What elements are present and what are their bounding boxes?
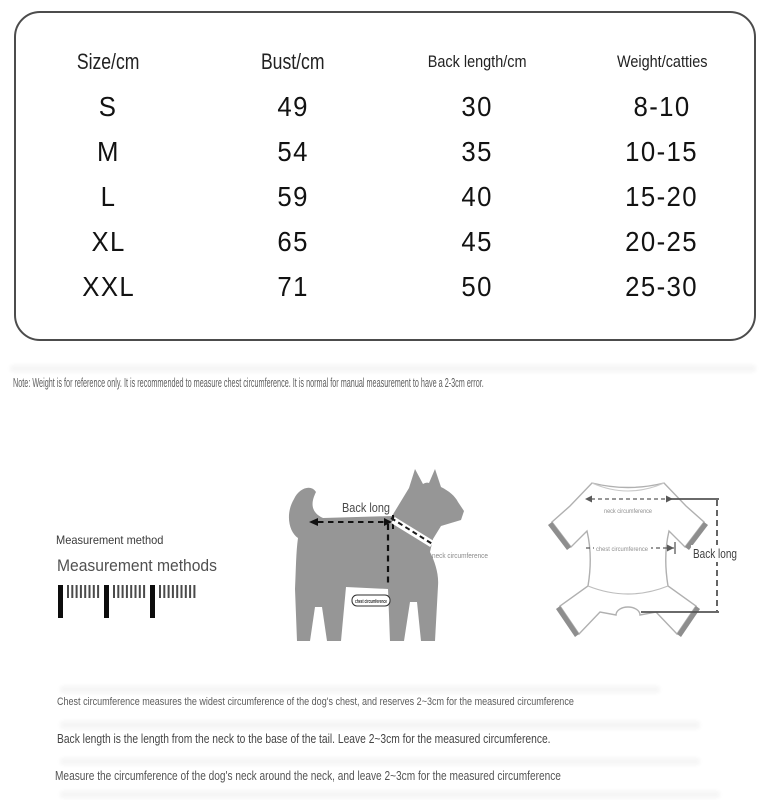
cell-back-s: 30 — [461, 90, 493, 122]
cell-weight-l: 15-20 — [625, 180, 699, 212]
measurement-methods-title: Measurement methods — [57, 556, 217, 575]
column-header-bust: Bust/cm — [260, 48, 325, 74]
dog-measurement-diagram — [282, 438, 538, 670]
cell-size-s: S — [98, 90, 118, 122]
dog-back-long-label: Back long — [342, 500, 390, 515]
cell-back-xxl: 50 — [461, 270, 493, 302]
column-header-size: Size/cm — [76, 48, 140, 74]
garment-back-long-label: Back long — [693, 546, 737, 561]
instruction-neck: Measure the circumference of the dog's neck around the neck, and leave 2~3cm for the measured circumference — [55, 769, 561, 783]
cell-bust-l: 59 — [277, 180, 309, 212]
column-header-back-length: Back length/cm — [427, 51, 527, 71]
cell-bust-xl: 65 — [277, 225, 309, 257]
cell-back-m: 35 — [461, 135, 493, 167]
cell-size-l: L — [100, 180, 117, 212]
column-header-weight: Weight/catties — [616, 51, 707, 71]
ghost-text-artifact — [10, 365, 756, 372]
cell-bust-m: 54 — [277, 135, 309, 167]
cell-size-xxl: XXL — [81, 270, 135, 302]
cell-weight-xl: 20-25 — [625, 225, 699, 257]
dog-chest-circumference-label: chest circumference — [355, 599, 387, 605]
cell-size-xl: XL — [91, 225, 126, 257]
cell-back-l: 40 — [461, 180, 493, 212]
measurement-method-label: Measurement method — [56, 533, 164, 547]
cell-size-m: M — [96, 135, 120, 167]
ghost-text-artifact — [60, 686, 660, 693]
size-table — [16, 39, 754, 309]
ghost-text-artifact — [60, 721, 700, 729]
instruction-back-length: Back length is the length from the neck to the base of the tail. Leave 2~3cm for the measured circumference. — [57, 731, 551, 746]
cell-bust-xxl: 71 — [277, 270, 309, 302]
garment-measurement-diagram — [528, 440, 776, 670]
ruler-icon — [58, 584, 200, 620]
instruction-chest: Chest circumference measures the widest circumference of the dog's chest, and reserves 2~3cm for the measured circumference — [57, 696, 574, 708]
garment-neck-circumference-label: neck circumference — [604, 508, 653, 515]
cell-weight-xxl: 25-30 — [625, 270, 699, 302]
cell-weight-s: 8-10 — [633, 90, 691, 122]
ghost-text-artifact — [60, 791, 720, 798]
dog-neck-circumference-label: neck circumference — [432, 553, 489, 560]
weight-reference-note: Note: Weight is for reference only. It is recommended to measure chest circumference. It is normal for manual measurement to have a 2-3cm error. — [13, 376, 484, 390]
ghost-text-artifact — [60, 758, 700, 765]
cell-bust-s: 49 — [277, 90, 309, 122]
arrow-right-icon — [667, 545, 674, 552]
garment-chest-circumference-label: chest circumference — [596, 546, 649, 553]
cell-weight-m: 10-15 — [625, 135, 699, 167]
size-table-card — [14, 11, 756, 341]
cell-back-xl: 45 — [461, 225, 493, 257]
